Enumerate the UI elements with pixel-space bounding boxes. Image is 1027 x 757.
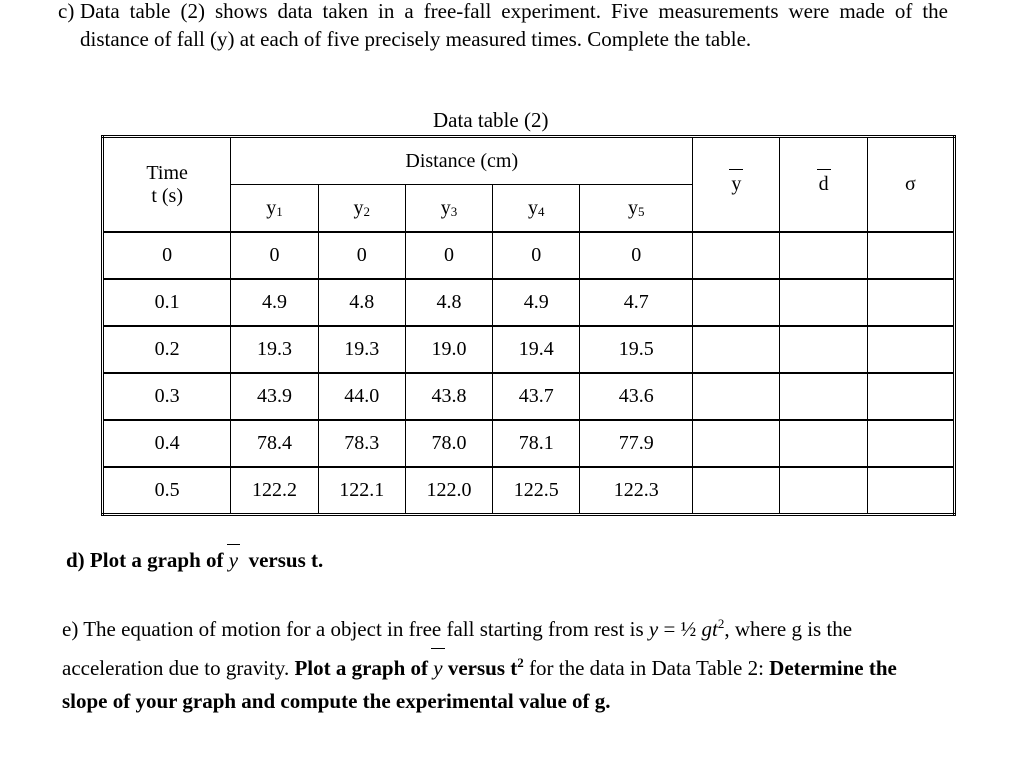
y-cell: 122.1	[318, 467, 405, 515]
part-d-suffix: versus t.	[248, 548, 324, 572]
part-e-bold1: Plot a graph of	[294, 656, 429, 680]
part-d-ybar: y	[228, 548, 239, 572]
time-cell: 0.1	[103, 279, 231, 326]
sigma-cell[interactable]	[867, 420, 954, 467]
time-header-line2: t (s)	[151, 184, 183, 207]
part-e-paragraph	[62, 607, 912, 718]
y-cell: 4.8	[405, 279, 492, 326]
y4-letter: y	[527, 196, 538, 219]
part-e-eq-exp: 2	[717, 616, 725, 631]
table-row	[103, 232, 955, 279]
y-cell: 19.3	[318, 326, 405, 373]
dbar-cell[interactable]	[780, 467, 867, 515]
ybar-cell[interactable]	[693, 420, 780, 467]
y1-header	[231, 185, 318, 233]
dbar-cell[interactable]	[780, 420, 867, 467]
y2-header	[318, 185, 405, 233]
dbar-header	[780, 137, 867, 233]
part-d-prefix: d) Plot a graph of	[66, 548, 224, 572]
part-c-label: c)	[58, 0, 75, 23]
table-caption-text: Data table (2)	[433, 108, 549, 132]
part-e-ybar: y	[433, 652, 442, 685]
ybar-header-text: y	[731, 173, 742, 195]
y-cell: 44.0	[318, 373, 405, 420]
time-header-line1: Time	[146, 161, 188, 184]
y-cell: 43.6	[580, 373, 693, 420]
table-header-row	[103, 137, 955, 185]
y-cell: 78.3	[318, 420, 405, 467]
y-cell: 19.5	[580, 326, 693, 373]
part-e-bold2-exp: 2	[517, 655, 524, 670]
y5-letter: y	[628, 196, 639, 219]
y3-sub: 3	[450, 203, 458, 219]
part-e-eq-y: y	[648, 617, 659, 641]
y3-header	[405, 185, 492, 233]
dbar-header-text: d	[818, 173, 829, 195]
y-cell: 43.7	[493, 373, 580, 420]
y-cell: 0	[231, 232, 318, 279]
y-cell: 0	[405, 232, 492, 279]
part-c-paragraph	[58, 0, 948, 53]
dbar-cell[interactable]	[780, 232, 867, 279]
sigma-cell[interactable]	[867, 232, 954, 279]
y5-header	[580, 185, 693, 233]
sigma-cell[interactable]	[867, 279, 954, 326]
distance-header: Distance (cm)	[231, 137, 693, 185]
y-cell: 43.8	[405, 373, 492, 420]
ybar-cell[interactable]	[693, 232, 780, 279]
ybar-header	[693, 137, 780, 233]
dbar-cell[interactable]	[780, 373, 867, 420]
y-cell: 122.0	[405, 467, 492, 515]
table-row	[103, 373, 955, 420]
y2-sub: 2	[363, 203, 370, 219]
part-d-paragraph	[66, 548, 323, 573]
y-cell: 19.4	[493, 326, 580, 373]
data-table	[101, 135, 956, 516]
y-cell: 43.9	[231, 373, 318, 420]
y4-sub: 4	[537, 203, 545, 219]
y1-letter: y	[266, 196, 277, 219]
sigma-cell[interactable]	[867, 373, 954, 420]
part-e-eq-mid: = ½	[663, 617, 697, 641]
y-cell: 77.9	[580, 420, 693, 467]
sigma-cell[interactable]	[867, 467, 954, 515]
ybar-cell[interactable]	[693, 467, 780, 515]
y3-letter: y	[440, 196, 451, 219]
time-cell: 0.4	[103, 420, 231, 467]
y1-sub: 1	[276, 203, 283, 219]
y4-header	[493, 185, 580, 233]
sigma-header: σ	[867, 137, 954, 233]
table-row	[103, 279, 955, 326]
ybar-cell[interactable]	[693, 326, 780, 373]
ybar-cell[interactable]	[693, 279, 780, 326]
time-cell: 0.3	[103, 373, 231, 420]
y2-letter: y	[353, 196, 364, 219]
y-cell: 19.3	[231, 326, 318, 373]
time-cell: 0.2	[103, 326, 231, 373]
sigma-cell[interactable]	[867, 326, 954, 373]
y-cell: 4.9	[493, 279, 580, 326]
y-cell: 78.1	[493, 420, 580, 467]
dbar-cell[interactable]	[780, 326, 867, 373]
part-e-label: e)	[62, 617, 79, 641]
y-cell: 122.2	[231, 467, 318, 515]
y-cell: 0	[493, 232, 580, 279]
ybar-cell[interactable]	[693, 373, 780, 420]
table-row	[103, 467, 955, 515]
part-e-text3: for the data in Data Table 2:	[529, 656, 764, 680]
y-cell: 78.4	[231, 420, 318, 467]
y-cell: 122.3	[580, 467, 693, 515]
y-cell: 0	[318, 232, 405, 279]
y-cell: 0	[580, 232, 693, 279]
y-cell: 4.9	[231, 279, 318, 326]
y-cell: 4.8	[318, 279, 405, 326]
y-cell: 122.5	[493, 467, 580, 515]
y-cell: 4.7	[580, 279, 693, 326]
time-header	[103, 137, 231, 233]
part-c-text: Data table (2) shows data taken in a free-fall experiment. Five measurements were made of the distance of fall (y) at each of five precisely measured times. Complete the table.	[80, 0, 948, 51]
dbar-cell[interactable]	[780, 279, 867, 326]
y-cell: 78.0	[405, 420, 492, 467]
time-cell: 0.5	[103, 467, 231, 515]
y-cell: 19.0	[405, 326, 492, 373]
part-e-bold2: versus t	[447, 656, 518, 680]
part-e-eq-gt: gt	[701, 617, 718, 641]
y5-sub: 5	[638, 203, 645, 219]
table-row	[103, 420, 955, 467]
time-cell: 0	[103, 232, 231, 279]
part-e-text1: The equation of motion for a object in free fall starting from rest is	[83, 617, 644, 641]
part-e-text2: , where g is the acceleration due to gravity.	[62, 617, 853, 680]
part-e-bold3: Determine the slope of your graph and compute the experimental value of g.	[62, 656, 897, 713]
table-row	[103, 326, 955, 373]
